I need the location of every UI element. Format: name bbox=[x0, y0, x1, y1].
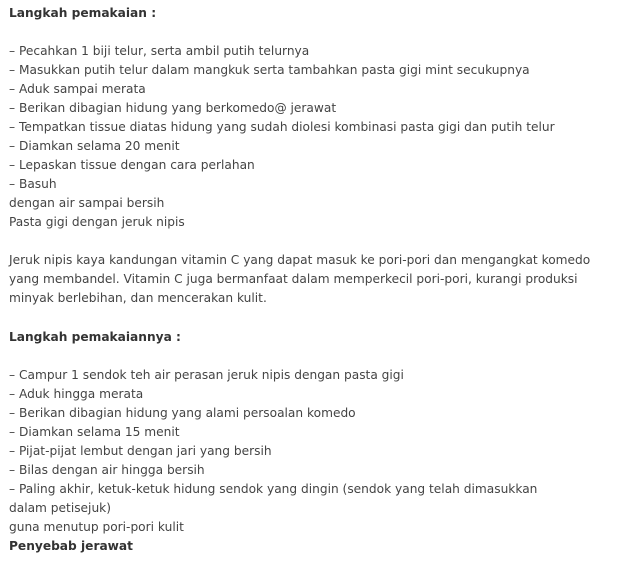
spacer bbox=[9, 347, 615, 366]
section-heading-penyebab-jerawat: Penyebab jerawat bbox=[9, 538, 133, 553]
spacer bbox=[9, 23, 615, 42]
list-item: – Berikan dibagian hidung yang berkomedo@ jerawat bbox=[9, 101, 337, 115]
list-item: – Diamkan selama 20 menit bbox=[9, 139, 180, 153]
section-heading-langkah-pemakaiannya: Langkah pemakaiannya : bbox=[9, 329, 181, 344]
list-item: – Bilas dengan air hingga bersih bbox=[9, 462, 205, 477]
spacer bbox=[9, 232, 615, 251]
section-heading-langkah-pemakaian: Langkah pemakaian : bbox=[9, 6, 157, 20]
spacer bbox=[9, 309, 615, 328]
list-item: – Pecahkan 1 biji telur, serta ambil putih telurnya bbox=[9, 44, 310, 58]
section-title-pasta-gigi-jeruk-nipis: Pasta gigi dengan jeruk nipis bbox=[9, 215, 185, 229]
step-continuation: dengan air sampai bersih bbox=[9, 196, 165, 210]
article-body bbox=[9, 4, 615, 556]
list-item: – Diamkan selama 15 menit bbox=[9, 424, 180, 439]
list-item: – Tempatkan tissue diatas hidung yang sudah diolesi kombinasi pasta gigi dan putih telur bbox=[9, 120, 555, 134]
step-continuation: guna menutup pori-pori kulit bbox=[9, 519, 184, 534]
list-item: – Basuh bbox=[9, 177, 57, 191]
step-list-1 bbox=[9, 42, 615, 194]
list-item: – Pijat-pijat lembut dengan jari yang bersih bbox=[9, 443, 272, 458]
list-item: – Paling akhir, ketuk-ketuk hidung sendok yang dingin (sendok yang telah dimasukkan dalam petisejuk) bbox=[9, 481, 538, 515]
paragraph-jeruk-nipis: Jeruk nipis kaya kandungan vitamin C yang dapat masuk ke pori-pori dan mengangkat komedo yang membandel. Vitamin C juga bermanfaat dalam memperkecil pori-pori, kurangi produksi minyak berlebihan, dan mencerakan kulit. bbox=[9, 253, 591, 306]
step-list-2 bbox=[9, 366, 615, 518]
list-item: – Berikan dibagian hidung yang alami persoalan komedo bbox=[9, 405, 356, 420]
list-item: – Masukkan putih telur dalam mangkuk serta tambahkan pasta gigi mint secukupnya bbox=[9, 63, 530, 77]
list-item: – Lepaskan tissue dengan cara perlahan bbox=[9, 158, 255, 172]
list-item: – Aduk hingga merata bbox=[9, 386, 144, 401]
list-item: – Aduk sampai merata bbox=[9, 82, 146, 96]
list-item: – Campur 1 sendok teh air perasan jeruk nipis dengan pasta gigi bbox=[9, 367, 404, 382]
